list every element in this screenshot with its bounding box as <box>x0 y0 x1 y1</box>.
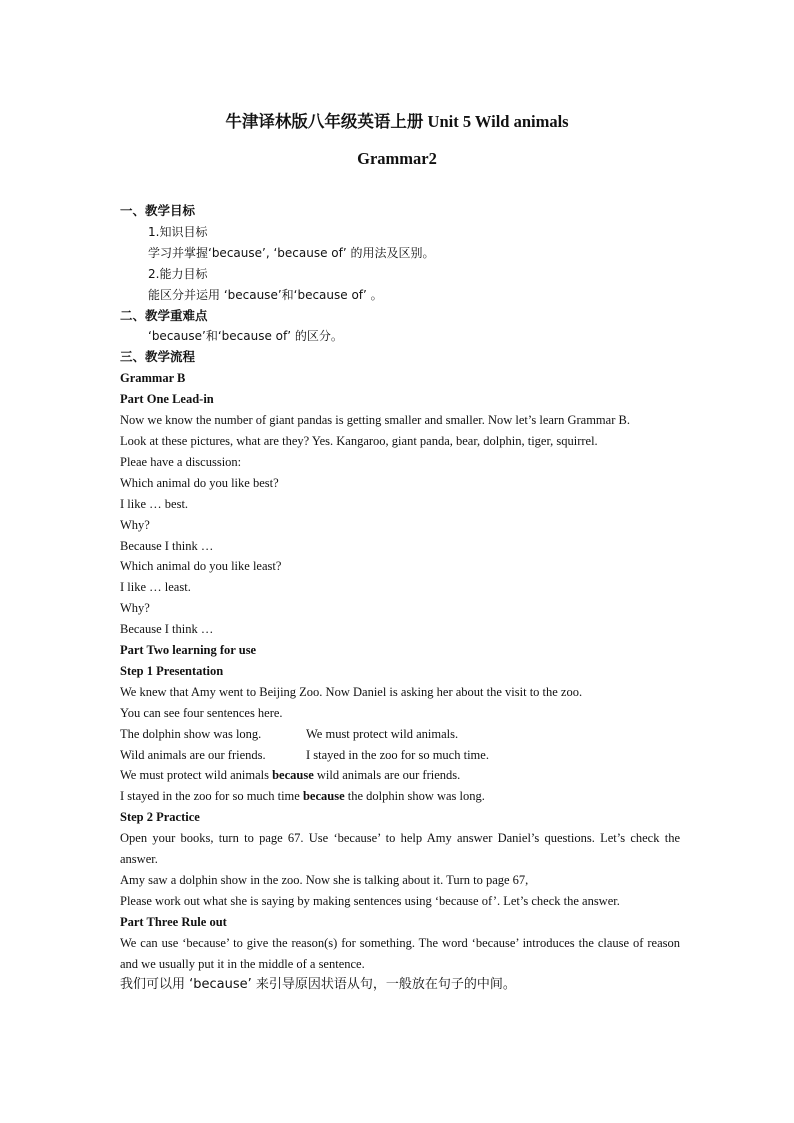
knowledge-goal-text: 学习并掌握‘because’, ‘because of’ 的用法及区别。 <box>148 245 435 260</box>
part-one-heading: Part One Lead-in <box>120 392 214 407</box>
paragraph-zoo-visit: We knew that Amy went to Beijing Zoo. Now Daniel is asking her about the visit to the zoo. <box>120 684 583 699</box>
step-one-heading: Step 1 Presentation <box>120 663 224 678</box>
dialogue-line: Which animal do you like least? <box>120 559 282 574</box>
paragraph-discussion: Pleae have a discussion: <box>120 454 242 469</box>
subheading-knowledge-goal: 1.知识目标 <box>148 224 208 239</box>
paragraph-four-sentences: You can see four sentences here. <box>120 705 283 720</box>
dialogue-line: I like … least. <box>120 580 191 595</box>
part-two-heading: Part Two learning for use <box>120 643 257 658</box>
dialogue-line: Why? <box>120 601 150 616</box>
sentence-part: We must protect wild animals <box>120 768 273 783</box>
document-title: 牛津译林版八年级英语上册 Unit 5 Wild animals <box>225 112 569 131</box>
sentence-pair-row <box>120 724 680 745</box>
combined-sentence <box>120 786 680 807</box>
paragraph-pictures: Look at these pictures, what are they? Yes. Kangaroo, giant panda, bear, dolphin, tiger, squirrel. <box>120 433 598 448</box>
dialogue-line: Why? <box>120 517 150 532</box>
document-subtitle: Grammar2 <box>357 149 437 168</box>
section-heading-procedure: 三、教学流程 <box>120 350 196 365</box>
dialogue-line: I like … best. <box>120 496 189 511</box>
keyword-because: because <box>272 768 314 783</box>
step-two-heading: Step 2 Practice <box>120 810 200 825</box>
ability-goal-text: 能区分并运用 ‘because’和‘because of’ 。 <box>148 287 383 302</box>
section-heading-key-points: 二、教学重难点 <box>120 308 208 323</box>
sentence-pair-row <box>120 745 680 766</box>
sentence-part: I stayed in the zoo for so much time <box>120 789 303 804</box>
sentence-item: The dolphin show was long. <box>120 726 262 741</box>
grammar-b-heading: Grammar B <box>120 371 186 386</box>
dialogue-line: Because I think … <box>120 538 214 553</box>
part-three-heading: Part Three Rule out <box>120 914 227 929</box>
sentence-item: Wild animals are our friends. <box>120 747 266 762</box>
paragraph-intro: Now we know the number of giant pandas is getting smaller and smaller. Now let’s learn Grammar B. <box>120 413 630 428</box>
keyword-because: because <box>302 789 345 804</box>
paragraph-dolphin-show: Amy saw a dolphin show in the zoo. Now she is talking about it. Turn to page 67, <box>120 873 529 887</box>
paragraph-rule: We can use ‘because’ to give the reason(s) for something. The word ‘because’ introduces the clause of reason and we usually put it in the middle of a sentence. <box>120 935 680 971</box>
sentence-item: I stayed in the zoo for so much time. <box>306 747 489 762</box>
document-body <box>120 201 680 995</box>
subheading-ability-goal: 2.能力目标 <box>148 266 208 281</box>
paragraph-because-of: Please work out what she is saying by making sentences using ‘because of’. Let’s check the answer. <box>120 893 620 908</box>
section-heading-objectives: 一、教学目标 <box>120 204 196 218</box>
sentence-part: wild animals are our friends. <box>313 768 461 783</box>
key-points-text: ‘because’和‘because of’ 的区分。 <box>148 329 343 344</box>
dialogue-line: Which animal do you like best? <box>120 475 279 490</box>
paragraph-practice-instructions: Open your books, turn to page 67. Use ‘because’ to help Amy answer Daniel’s questions. Let’s check the answer. <box>120 831 680 867</box>
sentence-part: the dolphin show was long. <box>344 789 485 804</box>
paragraph-rule-chinese: 我们可以用 ‘because’ 来引导原因状语从句，一般放在句子的中间。 <box>120 976 516 992</box>
sentence-item: We must protect wild animals. <box>306 726 459 741</box>
dialogue-line: Because I think … <box>120 622 214 637</box>
combined-sentence <box>120 765 680 786</box>
